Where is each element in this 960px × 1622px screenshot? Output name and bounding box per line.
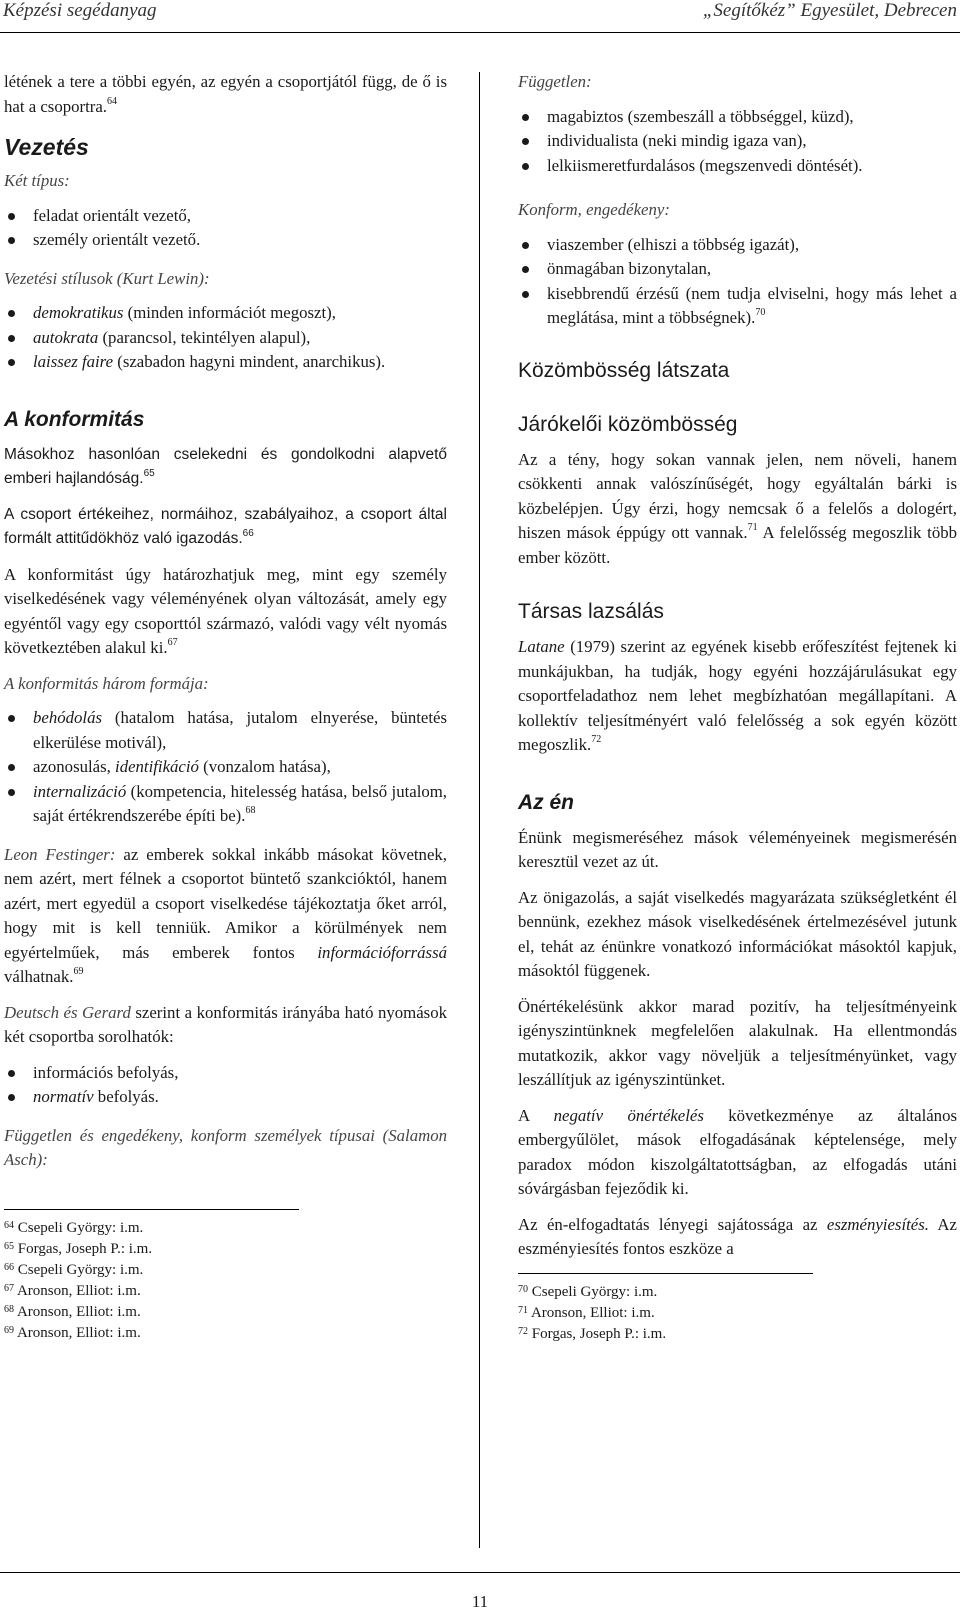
list-item: azonosulás, identifikáció (vonzalom hatása), <box>4 755 447 780</box>
az-en-paragraph: Önértékelésünk akkor marad pozitív, ha teljesítményeink igényszintünknek megfelelően alakulnak. Ha ellentmondás mutatkozik, akkor vagy növeljük a teljesítményünket, vagy leszállítjuk az igényszintünket. <box>518 996 957 1089</box>
list-item: magabiztos (szembeszáll a többséggel, küzd), <box>518 105 957 130</box>
independent-traits-list <box>518 105 957 179</box>
conformity-forms-list <box>4 706 447 829</box>
footnotes-right <box>518 1282 957 1345</box>
list-item: behódolás (hatalom hatása, jutalom elnyerése, büntetés elkerülése motivál), <box>4 706 447 755</box>
conform-traits-list <box>518 233 957 331</box>
list-item: önmagában bizonytalan, <box>518 257 957 282</box>
list-item: internalizáció (kompetencia, hitelesség hatása, belső jutalom, saját értékrendszerébe építi be).$^{68}$ <box>4 780 447 829</box>
jarokeloi-paragraph: Az a tény, hogy sokan vannak jelen, nem növeli, hanem csökkenti annak valószínűségét, hogy egyáltalán bárki is közbelépjen. Úgy érzi, hogy nemcsak ő a felelős a dologért, hiszen mások éppúgy ott vannak.$^{71}$ A felelősség megoszlik több ember között. <box>518 449 957 567</box>
list-item: normatív befolyás. <box>4 1085 447 1110</box>
styles-label: Vezetési stílusok (Kurt Lewin): <box>4 268 210 288</box>
konformitas-adjustment: A csoport értékeihez, normáihoz, szabályaihoz, a csoport által formált attitűdökhöz való igazodás.$^{66}$ <box>4 505 447 547</box>
footnote-rule <box>518 1273 813 1274</box>
list-item: individualista (neki mindig igaza van), <box>518 129 957 154</box>
konformitas-definition: Másokhoz hasonlóan cselekedni és gondolkodni alapvető emberi hajlandóság.$^{65}$ <box>4 445 447 487</box>
az-en-paragraph: A negatív önértékelés következménye az általános embergyűlölet, mások elfogadásának képtelensége, mely paradox módon kiszolgáltatottságban, az elfogadás utáni sóvárgásban fejeződik ki. <box>518 1105 957 1198</box>
festinger-paragraph: Leon Festinger: az emberek sokkal inkább másokat követnek, nem azért, mert félnek a csoportot büntető szankcióktól, hanem azért, mert egyedül a csoport viselkedése tájékoztatja őket arról, hogy mit is kell tenniük. Amikor a körülmények nem egyértelműek, más emberek fontos információforrássá válhatnak.$^{69}$ <box>4 844 447 986</box>
list-item: feladat orientált vezető, <box>4 204 447 229</box>
footnote: $^{65}$ Forgas, Joseph P.: i.m. <box>4 1240 153 1257</box>
deutsch-paragraph: Deutsch és Gerard szerint a konformitás irányába ható nyomások két csoportba sorolhatók: <box>4 1002 447 1046</box>
leadership-styles-list <box>4 301 447 375</box>
right-column <box>518 70 957 1345</box>
influences-list <box>4 1061 447 1110</box>
page-header <box>0 0 960 30</box>
footnote: $^{64}$ Csepeli György: i.m. <box>4 1219 144 1236</box>
footnote: $^{72}$ Forgas, Joseph P.: i.m. <box>518 1325 667 1342</box>
list-item: viaszember (elhiszi a többség igazát), <box>518 233 957 258</box>
subheading-jarokeloi: Járókelői közömbösség <box>518 412 738 436</box>
footnote: $^{70}$ Csepeli György: i.m. <box>518 1283 658 1300</box>
section-heading-kozombosseg: Közömbösség látszata <box>518 358 730 382</box>
left-column <box>4 70 447 1344</box>
forms-label: A konformitás három formája: <box>4 673 209 693</box>
footnote-rule <box>4 1209 299 1210</box>
tarsas-paragraph: Latane (1979) szerint az egyének kisebb erőfeszítést fejtenek ki munkájukban, ha tudják, hogy egyéni hozzájárulásukat egy csoportfeladathoz nem lehet megbízhatóan megállapítani. A kollektív teljesítményért való felelősség a sok egyén között megoszlik.$^{72}$ <box>518 637 957 754</box>
section-heading-az-en: Az én <box>518 790 575 814</box>
az-en-paragraph: Énünk megismeréséhez mások véleményeinek megismerésén keresztül vezet az út. <box>518 827 957 871</box>
header-right-title: „Segítőkéz” Egyesület, Debrecen <box>702 0 957 21</box>
section-heading-konformitas: A konformitás <box>4 407 145 431</box>
column-divider <box>479 72 480 1548</box>
leadership-types-list <box>4 204 447 253</box>
list-item: személy orientált vezető. <box>4 228 447 253</box>
list-item: információs befolyás, <box>4 1061 447 1086</box>
konformitas-paragraph: A konformitást úgy határozhatjuk meg, mint egy személy viselkedésének vagy véleményének olyan változását, amely egy egyéntől vagy egy csoporttól származó, valódi vagy vélt nyomás következtében alakul ki.$^{67}$ <box>4 564 447 657</box>
list-item: autokrata (parancsol, tekintélyen alapul), <box>4 326 447 351</box>
list-item: demokratikus (minden információt megoszt), <box>4 301 447 326</box>
footnotes-left <box>4 1218 447 1344</box>
footnote: $^{68}$ Aronson, Elliot: i.m. <box>4 1303 141 1320</box>
header-left-title: Képzési segédanyag <box>3 0 157 21</box>
footer-rule <box>0 1572 960 1573</box>
fuggetlen-label: Független: <box>518 72 592 91</box>
footnote: $^{67}$ Aronson, Elliot: i.m. <box>4 1282 141 1299</box>
az-en-paragraph: Az önigazolás, a saját viselkedés magyarázata szükségletként él bennünk, ezekhez mások viselkedésének értelmezésével jutunk el, tehát az énünkre vonatkozó információkat másoktól kapjuk, másoktól függenek. <box>518 887 957 980</box>
types-label: Két típus: <box>4 171 70 190</box>
intro-paragraph: létének a tere a többi egyén, az egyén a csoportjától függ, de ő is hat a csoportra.$^{64}$ <box>4 72 447 116</box>
list-item: lelkiismeretfurdalásos (megszenvedi döntését). <box>518 154 957 179</box>
list-item: kisebbrendű érzésű (nem tudja elviselni, hogy más lehet a meglátása, mint a többségnek).$^{70}$ <box>518 282 957 331</box>
footnote: $^{66}$ Csepeli György: i.m. <box>4 1261 144 1278</box>
footnote: $^{69}$ Aronson, Elliot: i.m. <box>4 1324 141 1341</box>
section-heading-vezetes: Vezetés <box>4 134 89 160</box>
konform-label: Konform, engedékeny: <box>518 200 670 219</box>
asch-label: Független és engedékeny, konform személyek típusai (Salamon Asch): <box>4 1125 447 1169</box>
header-rule <box>0 32 960 33</box>
list-item: laissez faire (szabadon hagyni mindent, anarchikus). <box>4 350 447 375</box>
footnote: $^{71}$ Aronson, Elliot: i.m. <box>518 1304 655 1321</box>
page-number: 11 <box>471 1592 489 1611</box>
az-en-paragraph: Az én-elfogadtatás lényegi sajátossága az eszményiesítés. Az eszményiesítés fontos eszköze a <box>518 1214 958 1258</box>
subheading-tarsas-lazsalas: Társas lazsálás <box>518 600 664 623</box>
